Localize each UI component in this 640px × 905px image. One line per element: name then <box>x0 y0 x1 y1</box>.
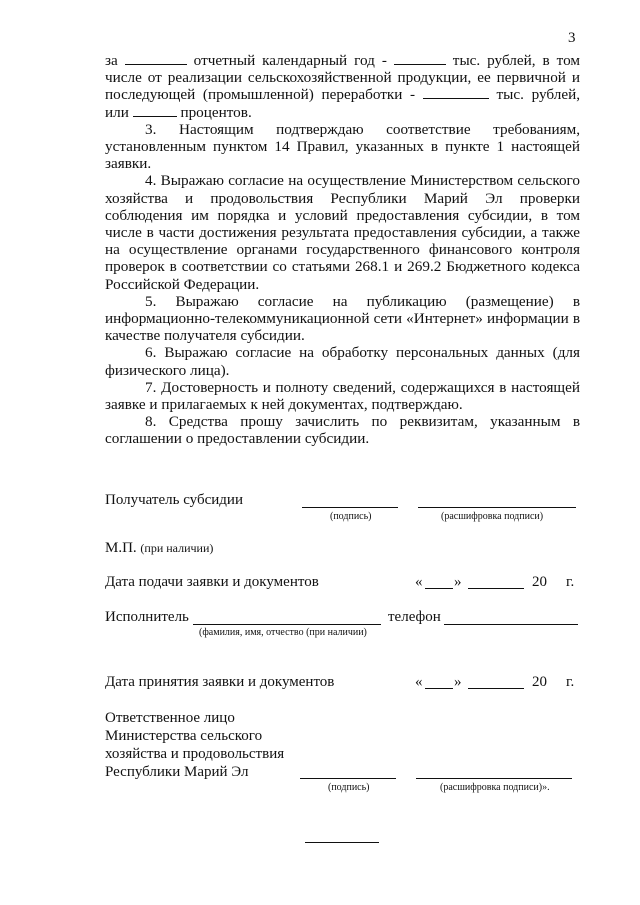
responsible-line-1: Ответственное лицо <box>105 710 235 726</box>
page-number: 3 <box>568 30 576 46</box>
executor-caption: (фамилия, имя, отчество (при наличии) <box>199 627 367 638</box>
paragraph-revenue <box>105 52 580 121</box>
blank-percent[interactable] <box>133 104 177 117</box>
text-fragment: тыс. рублей, или <box>105 86 580 121</box>
responsible-line-3: хозяйства и продовольствия <box>105 746 285 762</box>
phone-line[interactable] <box>444 624 578 625</box>
recipient-label: Получатель субсидии <box>105 492 243 508</box>
responsible-signature-caption: (подпись) <box>328 782 370 793</box>
responsible-signature-line[interactable] <box>300 778 396 779</box>
stamp-note: (при наличии) <box>140 541 214 555</box>
acceptance-day-blank[interactable] <box>425 688 453 689</box>
signature-caption: (подпись) <box>330 511 372 522</box>
decode-caption: (расшифровка подписи) <box>441 511 544 522</box>
stamp-abbr: М.П. <box>105 540 137 556</box>
acceptance-month-blank[interactable] <box>468 688 524 689</box>
blank-agri-revenue[interactable] <box>423 86 489 99</box>
acceptance-year-suffix: г. <box>566 674 575 690</box>
submission-day-close: » <box>454 574 462 590</box>
responsible-line-2: Министерства сельского <box>105 728 263 744</box>
acceptance-year-prefix: 20 <box>532 674 547 690</box>
responsible-decode-line[interactable] <box>416 778 572 779</box>
acceptance-date-label: Дата принятия заявки и документов <box>105 674 335 690</box>
submission-date-label: Дата подачи заявки и документов <box>105 574 319 590</box>
paragraph-7: 7. Достоверность и полноту сведений, содержащихся в настоящей заявке и прилагаемых к ней документах, подтверждаю. <box>105 378 580 414</box>
stamp-label <box>105 540 213 557</box>
text-fragment: тыс. рублей, в том числе от реализации сельскохозяйственной продукции, ее первичной и последующей (промышленной) переработки - <box>105 52 580 104</box>
acceptance-day-open: « <box>415 674 423 690</box>
blank-year[interactable] <box>125 52 187 65</box>
recipient-decode-line[interactable] <box>418 507 576 508</box>
blank-total-revenue[interactable] <box>394 52 446 65</box>
paragraph-4: 4. Выражаю согласие на осуществление Министерством сельского хозяйства и продовольствия Республики Марий Эл проверки соблюдения им порядка и условий предоставления субсидии, в том числе в части достижения результата предоставления субсидии, а также на осуществление органами государственного финансового контроля проверок в соответствии со статьями 268.1 и 269.2 Бюджетного кодекса Российской Федерации. <box>105 172 580 293</box>
phone-label: телефон <box>388 609 441 625</box>
statement-body <box>105 52 580 448</box>
paragraph-3: 3. Настоящим подтверждаю соответствие требованиям, установленным пунктом 14 Правил, указанных в пункте 1 настоящей заявки. <box>105 120 580 173</box>
text-fragment: за <box>105 52 125 69</box>
recipient-signature-line[interactable] <box>302 507 398 508</box>
submission-year-prefix: 20 <box>532 574 547 590</box>
responsible-line-4: Республики Марий Эл <box>105 764 249 780</box>
submission-day-open: « <box>415 574 423 590</box>
executor-name-line[interactable] <box>193 624 381 625</box>
acceptance-day-close: » <box>454 674 462 690</box>
submission-year-suffix: г. <box>566 574 575 590</box>
text-fragment: отчетный календарный год - <box>186 52 394 69</box>
paragraph-6: 6. Выражаю согласие на обработку персональных данных (для физического лица). <box>105 344 580 379</box>
responsible-decode-caption: (расшифровка подписи)». <box>440 782 550 793</box>
paragraph-8: 8. Средства прошу зачислить по реквизитам, указанным в соглашении о предоставлении субсидии. <box>105 413 580 448</box>
paragraph-5: 5. Выражаю согласие на публикацию (размещение) в информационно-телекоммуникационной сети «Интернет» информации в качестве получателя субсидии. <box>105 292 580 345</box>
submission-day-blank[interactable] <box>425 588 453 589</box>
executor-label: Исполнитель <box>105 609 189 625</box>
submission-month-blank[interactable] <box>468 588 524 589</box>
end-separator-line <box>305 842 379 843</box>
text-fragment: процентов. <box>176 103 252 121</box>
